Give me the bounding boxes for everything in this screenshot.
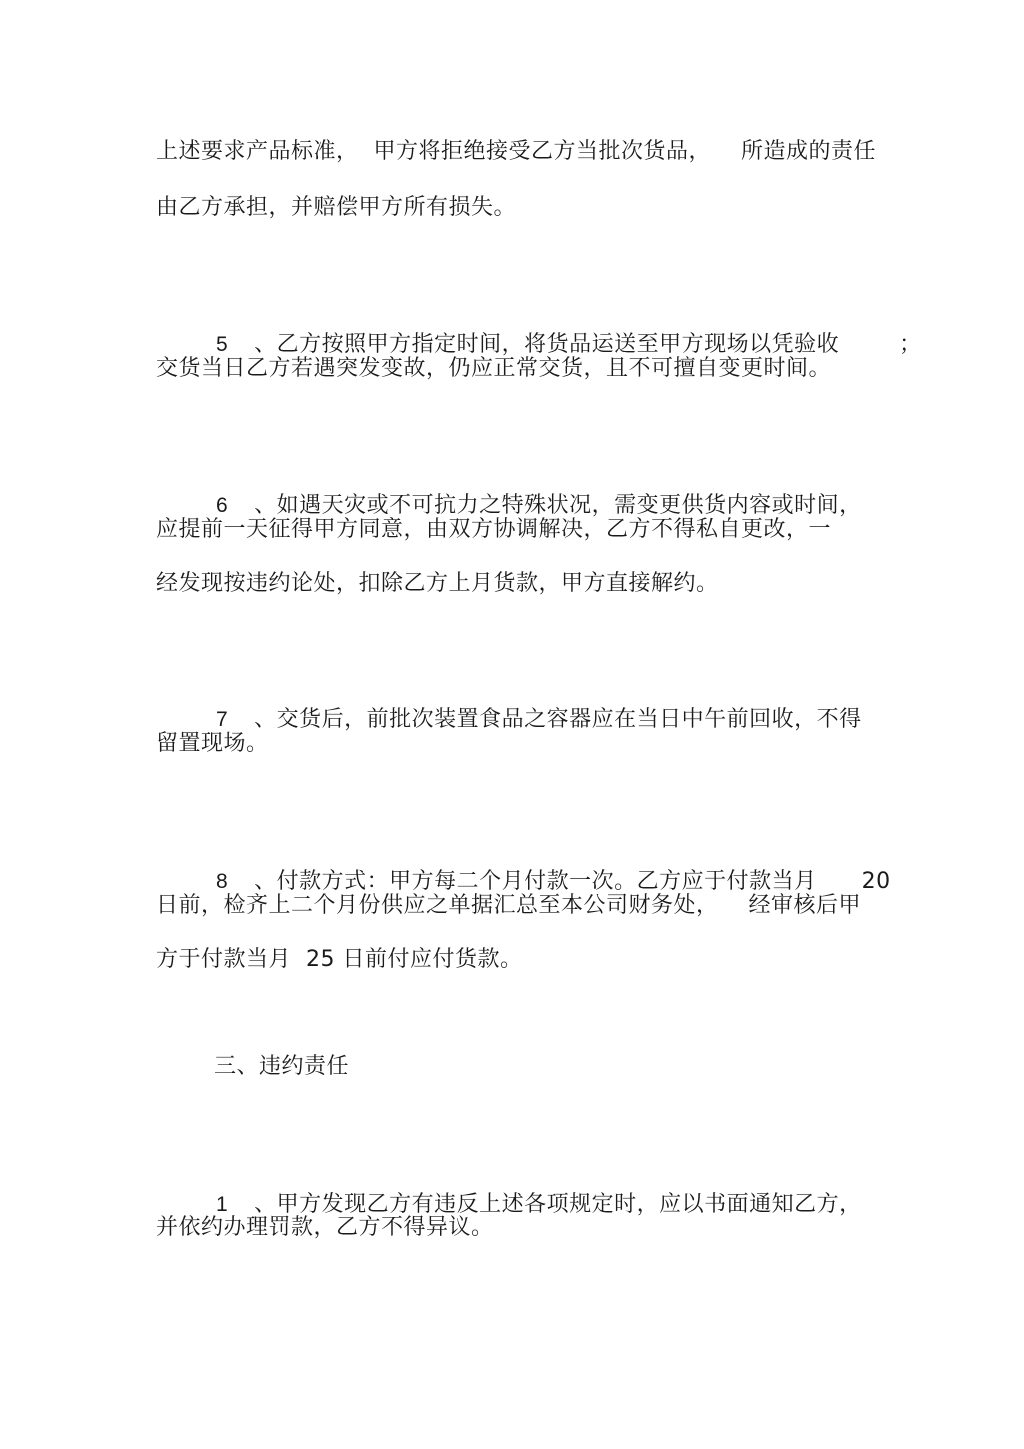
item-number: 6 — [215, 494, 229, 517]
item-text: 、甲方发现乙方有违反上述各项规定时，应以书面通知乙方， — [254, 1192, 862, 1217]
paragraph-line: 留置现场。 — [156, 731, 269, 756]
paragraph-line: 上述要求产品标准， 甲方将拒绝接受乙方当批次货品， 所造成的责任 — [156, 139, 876, 164]
item-text: 、交货后，前批次装置食品之容器应在当日中午前回收，不得 — [254, 707, 862, 732]
item-number-line — [186, 675, 862, 765]
item-text: 、如遇天灾或不可抗力之特殊状况，需变更供货内容或时间， — [254, 493, 862, 518]
paragraph-line: 经发现按违约论处，扣除乙方上月货款，甲方直接解约。 — [156, 571, 719, 596]
item-number: 5 — [215, 333, 229, 356]
item-text: 、乙方按照甲方指定时间，将货品运送至甲方现场以凭验收 ； — [254, 332, 922, 357]
paragraph-line: 日前，检齐上二个月份供应之单据汇总至本公司财务处， 经审核后甲 — [156, 893, 861, 918]
paragraph-line: 并依约办理罚款，乙方不得异议。 — [156, 1215, 494, 1240]
item-text: 、付款方式：甲方每二个月付款一次。乙方应于付款当月 20 — [254, 869, 891, 894]
item-number: 8 — [215, 870, 229, 893]
paragraph-line: 由乙方承担，并赔偿甲方所有损失。 — [156, 195, 517, 220]
paragraph-line: 方于付款当月 25 日前付应付货款。 — [156, 947, 523, 972]
paragraph-line: 应提前一天征得甲方同意，由双方协调解决，乙方不得私自更改，一 — [156, 517, 832, 542]
paragraph-line: 交货当日乙方若遇突发变故，仍应正常交货，且不可擅自变更时间。 — [156, 356, 832, 381]
item-number: 7 — [215, 708, 229, 731]
item-number: 1 — [215, 1193, 229, 1216]
section-heading: 三、违约责任 — [214, 1054, 350, 1079]
